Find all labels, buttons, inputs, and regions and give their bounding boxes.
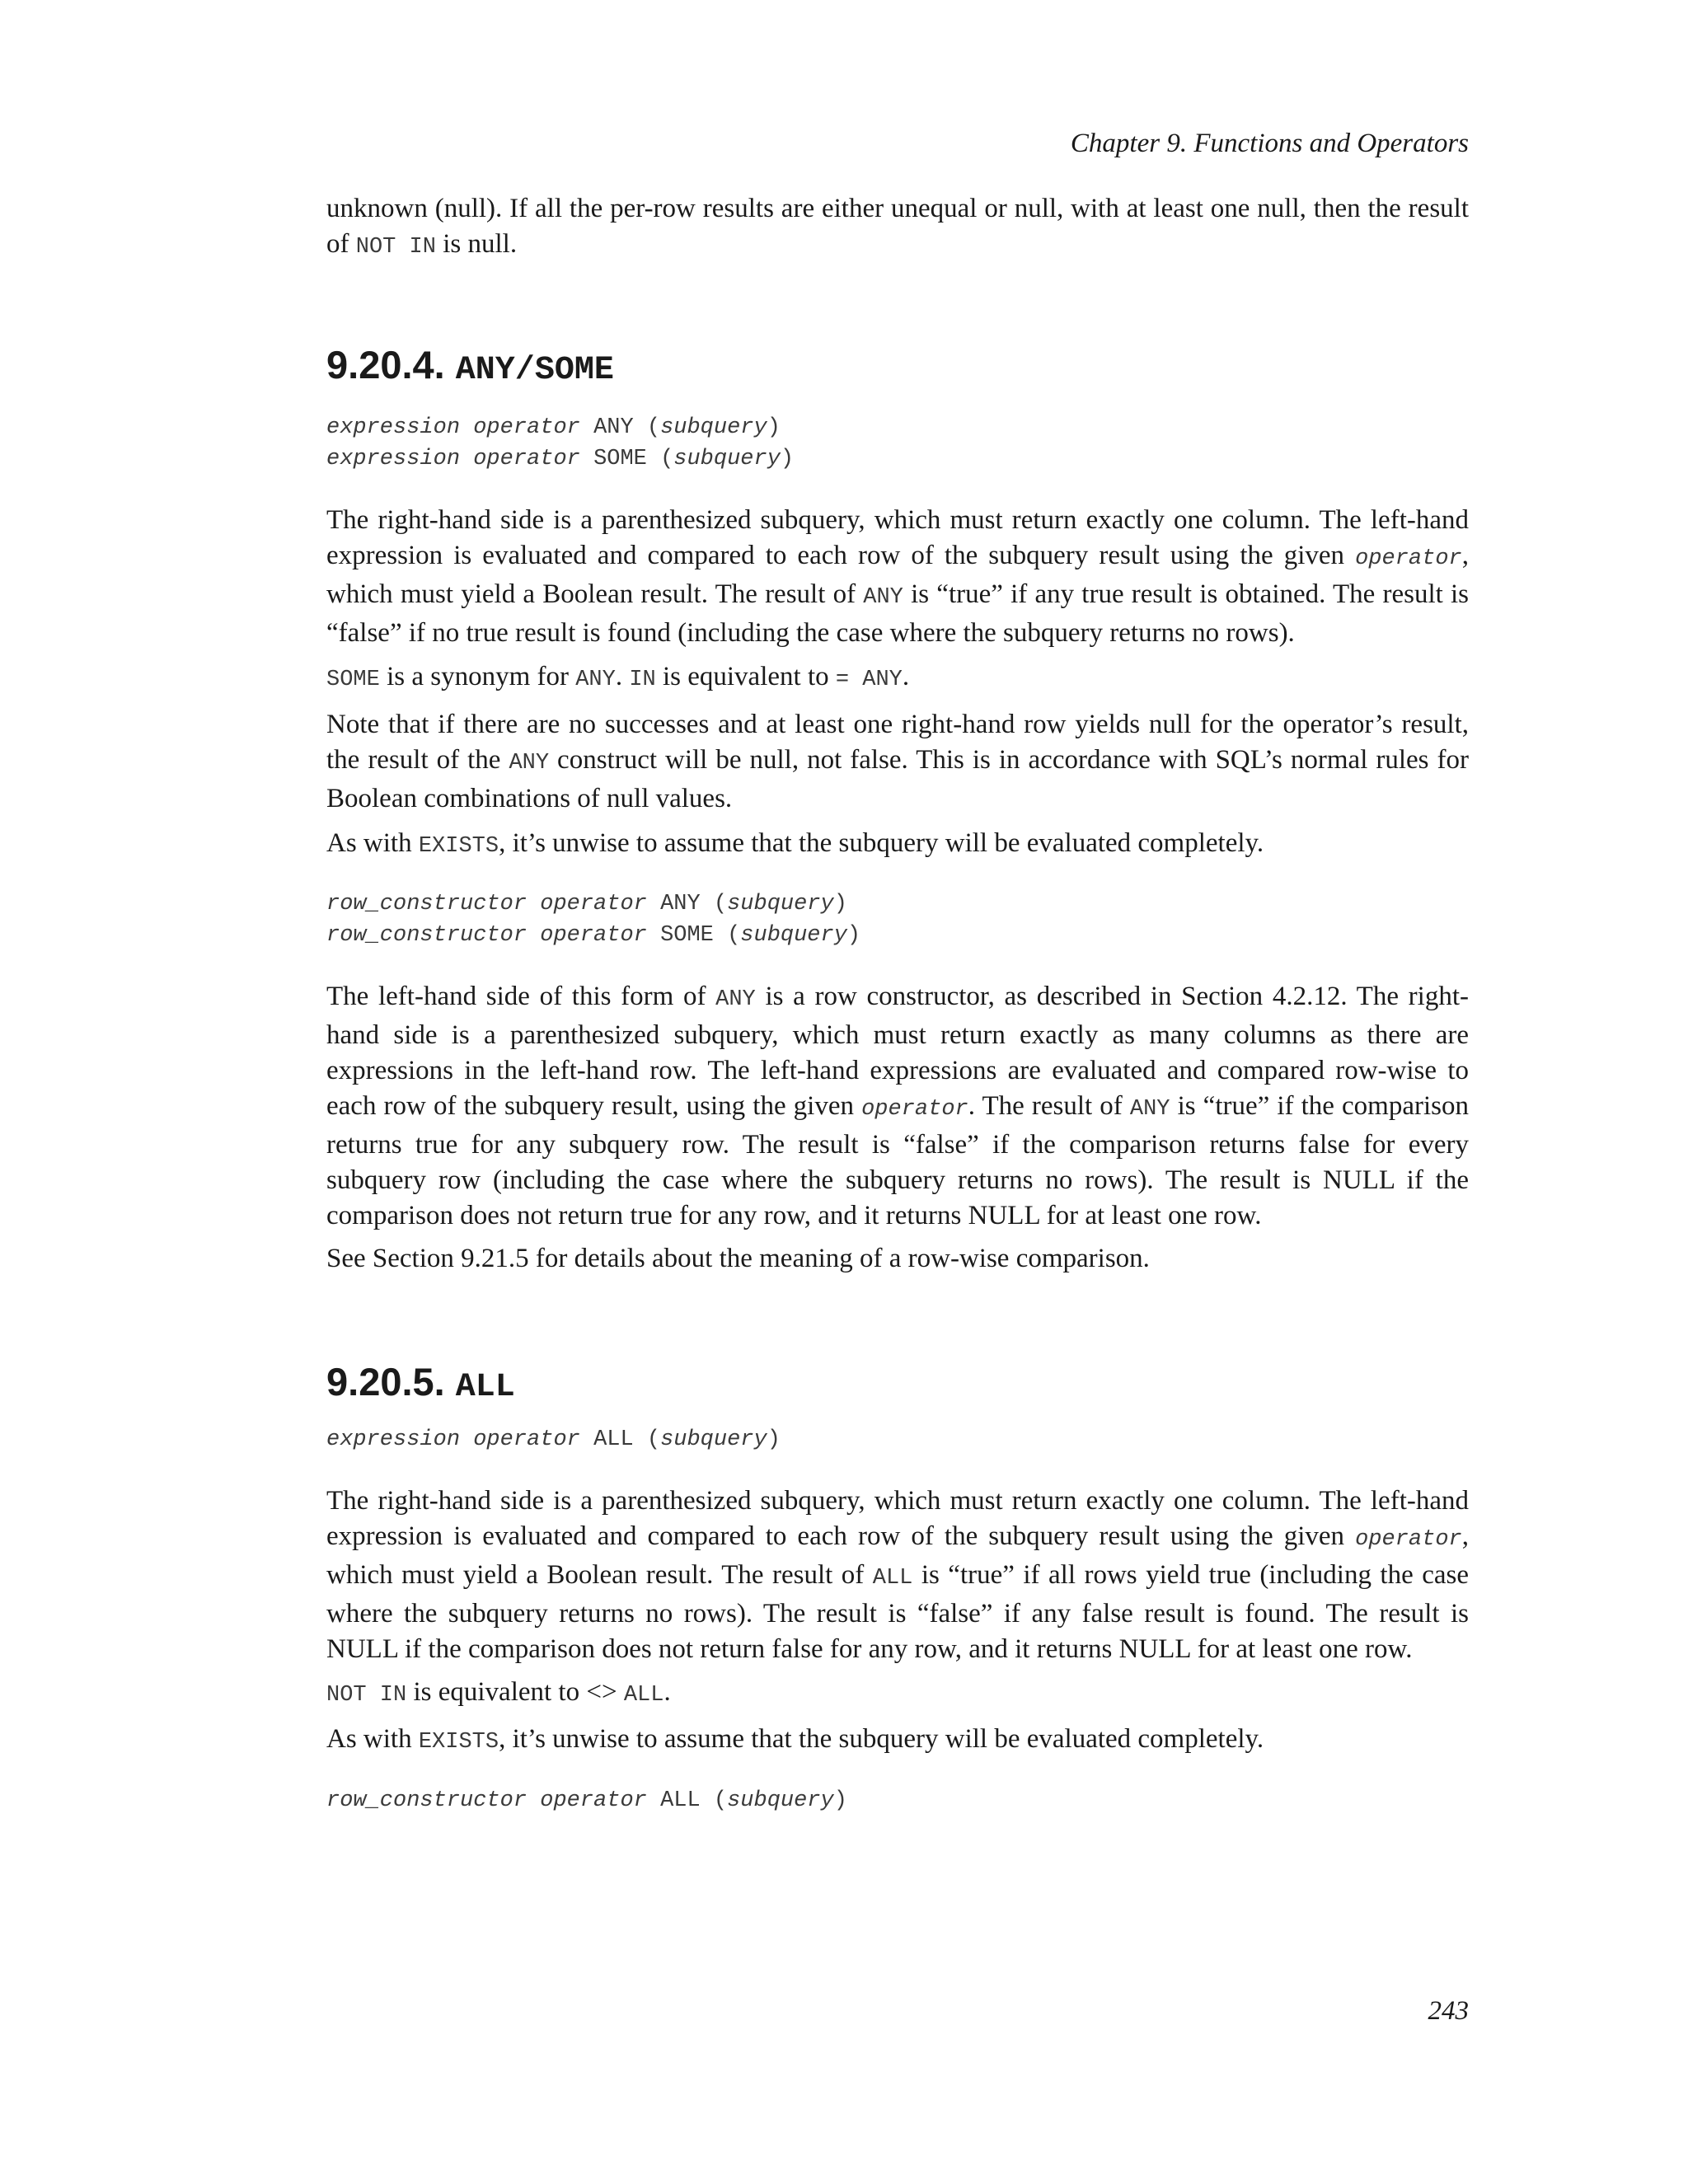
inline-code: EXISTS bbox=[418, 834, 499, 859]
any-paragraph-3 bbox=[326, 707, 1469, 817]
page-number: 243 bbox=[1428, 1996, 1469, 2026]
text-run: is “true” if all rows yield true (including the case where the subquery returns no rows). The result is “false” if any false result is found. The result is NULL if the comparison does not return false for any row, and it returns NULL for at least one row. bbox=[326, 1560, 1469, 1664]
syn-kw: ANY bbox=[593, 415, 634, 440]
syn-sub: subquery bbox=[740, 923, 847, 948]
syn-expr: expression bbox=[326, 1427, 461, 1452]
section-heading bbox=[326, 340, 1469, 396]
symbol: <> bbox=[586, 1677, 617, 1707]
any-paragraph-4-wrap bbox=[326, 826, 1469, 865]
any-paragraph-2-wrap bbox=[326, 659, 1469, 698]
section-heading bbox=[326, 1357, 1469, 1413]
syn-sub: subquery bbox=[727, 1788, 834, 1813]
syn-kw: SOME bbox=[593, 447, 647, 471]
any-paragraph-5-wrap bbox=[326, 979, 1469, 1234]
syn-sub: subquery bbox=[727, 892, 834, 916]
text-run: , which must yield a Boolean result. The result of bbox=[326, 541, 1469, 609]
inline-code: NOT IN bbox=[355, 235, 436, 260]
synopsis-all-row bbox=[326, 1785, 1469, 1816]
section-number: 9.20.5. bbox=[326, 1360, 445, 1404]
any-paragraph-1-wrap bbox=[326, 503, 1469, 651]
text-run: . bbox=[663, 1677, 671, 1707]
text-run: is equivalent to bbox=[655, 662, 836, 691]
syn-op: operator bbox=[473, 1427, 580, 1452]
syn-sub: subquery bbox=[660, 1427, 767, 1452]
synopsis-line: expression operator SOME (subquery) bbox=[326, 447, 795, 471]
inline-code: operator bbox=[1355, 1527, 1462, 1552]
text-run: The right-hand side is a parenthesized subquery, which must return exactly one column. The left-hand expression is evaluated and compared to each row of the subquery result using the given bbox=[326, 1486, 1469, 1551]
intro-paragraph bbox=[326, 191, 1469, 265]
synopsis-line: expression operator ALL (subquery) bbox=[326, 1427, 781, 1452]
all-paragraph-2-wrap bbox=[326, 1675, 1469, 1713]
synopsis-line: row_constructor operator ANY (subquery) bbox=[326, 892, 847, 916]
text-run: The right-hand side is a parenthesized subquery, which must return exactly one column. The left-hand expression is evaluated and compared to each row of the subquery result using the given bbox=[326, 505, 1469, 570]
inline-code: ANY bbox=[575, 668, 616, 692]
all-paragraph-1-wrap bbox=[326, 1483, 1469, 1667]
any-paragraph-2 bbox=[326, 659, 1469, 698]
inline-code: ANY bbox=[715, 987, 756, 1012]
syn-op: operator bbox=[540, 1788, 647, 1813]
syn-sub: subquery bbox=[673, 447, 781, 471]
text-run: is a synonym for bbox=[379, 662, 576, 691]
section-number: 9.20.4. bbox=[326, 343, 445, 387]
text-run: , which must yield a Boolean result. The result of bbox=[326, 1521, 1469, 1590]
syn-op: operator bbox=[540, 892, 647, 916]
syn-op: operator bbox=[473, 447, 580, 471]
syn-expr: row_constructor bbox=[326, 923, 528, 948]
synopsis-any-row bbox=[326, 888, 1469, 951]
synopsis-any-expression bbox=[326, 412, 1469, 475]
inline-code: ANY bbox=[1129, 1097, 1170, 1122]
syn-expr: expression bbox=[326, 447, 461, 471]
inline-code: IN bbox=[629, 668, 656, 692]
syn-kw: ALL bbox=[593, 1427, 634, 1452]
text-run: As with bbox=[326, 1724, 419, 1754]
syn-kw: SOME bbox=[660, 923, 714, 948]
text-run: , it’s unwise to assume that the subquery will be evaluated completely. bbox=[499, 828, 1264, 858]
section-all bbox=[326, 1357, 1469, 1413]
syn-expr: expression bbox=[326, 415, 461, 440]
syn-op: operator bbox=[540, 923, 647, 948]
text-run: unknown (null). If all the per-row results are either unequal or null, with at least one null, then the result of bbox=[326, 194, 1469, 259]
text-run: . bbox=[902, 662, 910, 691]
syn-sub: subquery bbox=[660, 415, 767, 440]
text-run: . The result of bbox=[968, 1091, 1130, 1121]
section-title-code: ALL bbox=[455, 1369, 515, 1406]
text-run: , it’s unwise to assume that the subquery will be evaluated completely. bbox=[499, 1724, 1264, 1754]
syn-kw: ANY bbox=[660, 892, 701, 916]
inline-code: ANY bbox=[863, 585, 903, 610]
synopsis-line: expression operator ANY (subquery) bbox=[326, 415, 781, 440]
any-paragraph-3-wrap bbox=[326, 707, 1469, 817]
syn-op: operator bbox=[473, 415, 580, 440]
text-run: The left-hand side of this form of bbox=[326, 982, 716, 1011]
any-paragraph-6-wrap bbox=[326, 1241, 1469, 1277]
running-header: Chapter 9. Functions and Operators bbox=[1070, 129, 1469, 158]
inline-code: = ANY bbox=[835, 668, 903, 692]
text-run: As with bbox=[326, 828, 419, 858]
inline-code: EXISTS bbox=[418, 1730, 499, 1755]
any-paragraph-1 bbox=[326, 503, 1469, 651]
synopsis-line: row_constructor operator ALL (subquery) bbox=[326, 1788, 847, 1813]
intro-section bbox=[326, 191, 1469, 265]
all-paragraph-3 bbox=[326, 1722, 1469, 1760]
all-paragraph-3-wrap bbox=[326, 1722, 1469, 1760]
inline-code: operator bbox=[861, 1097, 968, 1122]
text-run: is null. bbox=[435, 229, 518, 259]
synopsis-line: row_constructor operator SOME (subquery) bbox=[326, 923, 861, 948]
text-run: Note that if there are no successes and at least one right-hand row yields null for the operator’s result, the result of the bbox=[326, 710, 1469, 775]
text-run: is “true” if any true result is obtained. The result is “false” if no true result is found (including the case where the subquery returns no rows). bbox=[326, 579, 1469, 648]
section-any-some bbox=[326, 340, 1469, 396]
text-run: is “true” if the comparison returns true for any subquery row. The result is “false” if the comparison returns false for every subquery row (including the case where the subquery returns no rows). The result is NULL if the comparison does not return true for any row, and it returns NULL for at least one row. bbox=[326, 1091, 1469, 1230]
any-paragraph-4 bbox=[326, 826, 1469, 865]
inline-code: ALL bbox=[872, 1566, 913, 1591]
synopsis-all-expression bbox=[326, 1424, 1469, 1455]
syn-expr: row_constructor bbox=[326, 892, 528, 916]
text-run: . bbox=[615, 662, 630, 691]
text-run: construct will be null, not false. This is in accordance with SQL’s normal rules for Boolean combinations of null values. bbox=[326, 745, 1469, 813]
inline-code: NOT IN bbox=[326, 1683, 407, 1708]
syn-expr: row_constructor bbox=[326, 1788, 528, 1813]
inline-code: ALL bbox=[623, 1683, 664, 1708]
all-paragraph-2 bbox=[326, 1675, 1469, 1713]
section-title-code: ANY/SOME bbox=[455, 352, 614, 389]
syn-kw: ALL bbox=[660, 1788, 701, 1813]
inline-code: operator bbox=[1355, 546, 1462, 571]
inline-code: SOME bbox=[326, 668, 380, 692]
all-paragraph-1 bbox=[326, 1483, 1469, 1667]
text-run: is a row constructor, as described in Section 4.2.12. The right-hand side is a parenthesized subquery, which must return exactly as many columns as there are expressions in the left-hand row. The left-hand expressions are evaluated and compared row-wise to each row of the subquery result, using the given bbox=[326, 982, 1469, 1121]
text-run: is equivalent to bbox=[406, 1677, 587, 1707]
any-paragraph-6: See Section 9.21.5 for details about the meaning of a row-wise comparison. bbox=[326, 1244, 1150, 1273]
inline-code: ANY bbox=[509, 751, 550, 776]
any-paragraph-5 bbox=[326, 979, 1469, 1234]
